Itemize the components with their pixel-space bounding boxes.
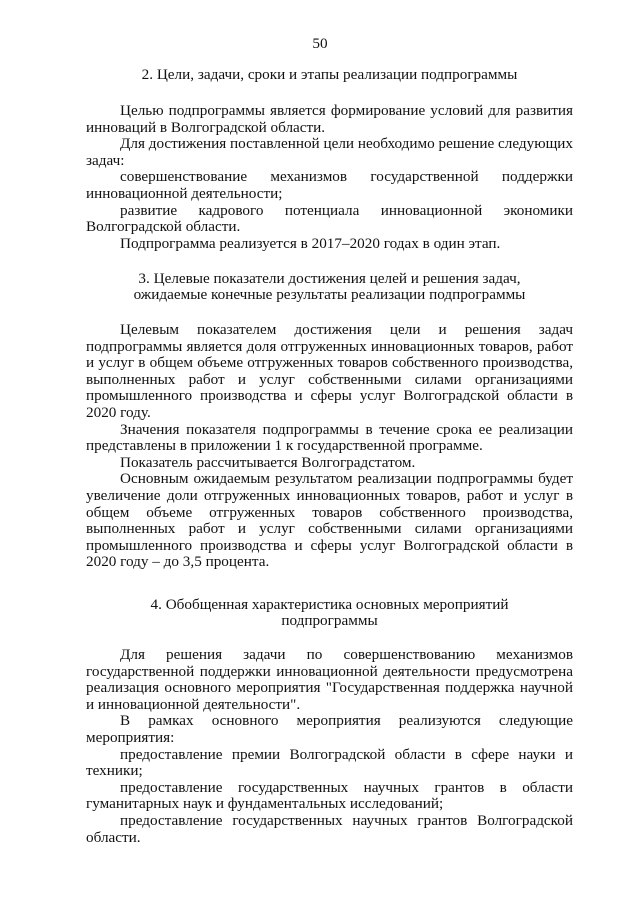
section-3-paragraph-2: Значения показателя подпрограммы в течение срока ее реализации представлены в приложении 1 к государственной программе. (86, 420, 573, 455)
section-3-paragraph-3: Показатель рассчитывается Волгоградстатом. (120, 453, 416, 471)
section-3-title-line-2: ожидаемые конечные результаты реализации подпрограммы (133, 286, 526, 303)
section-4-paragraph-5: предоставление государственных научных грантов Волгоградской области. (86, 811, 573, 846)
section-2-title: 2. Цели, задачи, сроки и этапы реализации подпрограммы (141, 66, 518, 83)
section-4-paragraph-1: Для решения задачи по совершенствованию механизмов государственной поддержки инновационной деятельности предусмотрена реализация основного мероприятия "Государственная поддержка научной и инновационной деятельности". (86, 646, 573, 713)
section-4-body (86, 647, 573, 846)
section-2-paragraph-3: совершенствование механизмов государственной поддержки инновационной деятельности; (86, 168, 573, 202)
section-4-title-line-2: подпрограммы (281, 612, 378, 629)
section-4-paragraph-3: предоставление премии Волгоградской области в сфере науки и техники; (86, 745, 573, 780)
section-3-title-line-1: 3. Целевые показатели достижения целей и решения задач, (138, 270, 521, 287)
section-3-body (86, 322, 573, 571)
section-2-paragraph-1: Целью подпрограммы является формирование условий для развития инноваций в Волгоградской области. (86, 102, 573, 136)
section-3-title (86, 271, 573, 303)
page-number: 50 (312, 35, 328, 52)
section-3-paragraph-4: Основным ожидаемым результатом реализации подпрограммы будет увеличение доли отгруженных инновационных товаров, работ и услуг в общем объеме отгруженных товаров собственного производства, выполненных работ и услуг собственными силами организациями промышленного производства и сферы услуг Волгоградской области в 2020 году – до 3,5 процента. (86, 470, 573, 571)
section-2-body (86, 103, 573, 252)
section-2-paragraph-5: Подпрограмма реализуется в 2017–2020 годах в один этап. (120, 234, 501, 252)
section-4-title-line-1: 4. Обобщенная характеристика основных мероприятий (150, 596, 509, 613)
section-2-paragraph-2: Для достижения поставленной цели необходимо решение следующих задач: (86, 135, 573, 169)
section-2-paragraph-4: развитие кадрового потенциала инновационной экономики Волгоградской области. (86, 201, 573, 236)
section-4-title (86, 597, 573, 629)
section-3-paragraph-1: Целевым показателем достижения цели и решения задач подпрограммы является доля отгруженных инновационных товаров, работ и услуг в общем объеме отгруженных товаров собственного производства, выполненных работ и услуг собственными силами организациями промышленного производства и сферы услуг Волгоградской области в 2020 году. (86, 321, 573, 421)
section-4-paragraph-4: предоставление государственных научных грантов в области гуманитарных наук и фундаментальных исследований; (86, 778, 573, 813)
section-4-paragraph-2: В рамках основного мероприятия реализуются следующие мероприятия: (86, 712, 573, 746)
